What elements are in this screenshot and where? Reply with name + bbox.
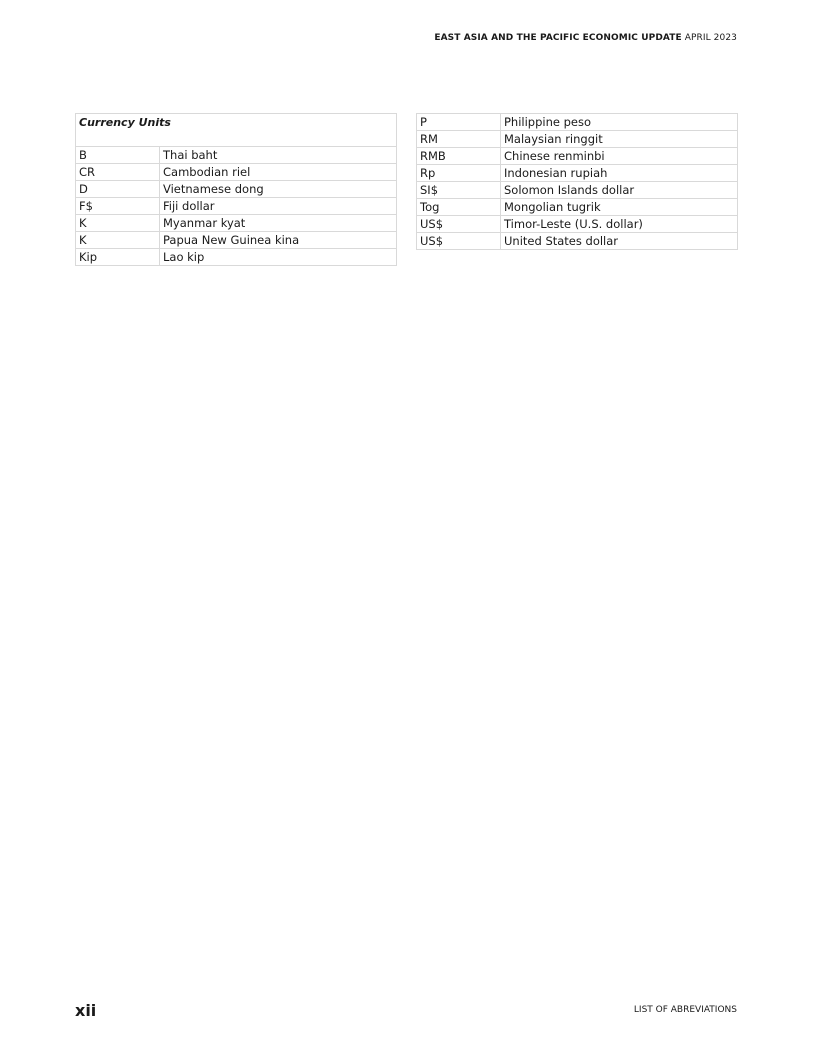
table-row (76, 198, 397, 215)
currency-abbreviation: D (76, 181, 160, 198)
page-number: xii (75, 1001, 97, 1020)
table-row (417, 233, 738, 250)
section-footer: LIST OF ABREVIATIONS (633, 1005, 737, 1015)
table-row (76, 181, 397, 198)
currency-name: Papua New Guinea kina (160, 232, 397, 249)
table-row (417, 131, 738, 148)
currency-name: Myanmar kyat (160, 215, 397, 232)
table-row (417, 199, 738, 216)
currency-name: Timor-Leste (U.S. dollar) (501, 216, 738, 233)
table-row (76, 232, 397, 249)
currency-name: Indonesian rupiah (501, 165, 738, 182)
currency-abbreviation: P (417, 114, 501, 131)
table-title-row (76, 114, 397, 147)
report-title: EAST ASIA AND THE PACIFIC ECONOMIC UPDATE (434, 33, 682, 43)
currency-abbreviation: K (76, 215, 160, 232)
currency-name: Chinese renminbi (501, 148, 738, 165)
report-date: APRIL 2023 (684, 33, 737, 43)
table-row (417, 148, 738, 165)
table-row (76, 164, 397, 181)
currency-abbreviation: F$ (76, 198, 160, 215)
table-row (417, 216, 738, 233)
currency-abbreviation: B (76, 147, 160, 164)
currency-name: Cambodian riel (160, 164, 397, 181)
table-row (417, 182, 738, 199)
currency-abbreviation: US$ (417, 233, 501, 250)
currency-abbreviation: K (76, 232, 160, 249)
currency-units-table-right (416, 113, 738, 250)
currency-name: Lao kip (160, 249, 397, 266)
currency-abbreviation: Tog (417, 199, 501, 216)
table-row (417, 114, 738, 131)
currency-units-table-left (75, 113, 397, 266)
currency-name: Thai baht (160, 147, 397, 164)
table-row (76, 147, 397, 164)
table-row (76, 249, 397, 266)
table-row (76, 215, 397, 232)
currency-abbreviation: RMB (417, 148, 501, 165)
currency-units-title: Currency Units (76, 114, 397, 147)
currency-abbreviation: Kip (76, 249, 160, 266)
currency-name: Fiji dollar (160, 198, 397, 215)
currency-abbreviation: CR (76, 164, 160, 181)
currency-abbreviation: SI$ (417, 182, 501, 199)
currency-name: Malaysian ringgit (501, 131, 738, 148)
currency-name: Vietnamese dong (160, 181, 397, 198)
currency-abbreviation: US$ (417, 216, 501, 233)
currency-abbreviation: Rp (417, 165, 501, 182)
currency-name: Mongolian tugrik (501, 199, 738, 216)
currency-name: Solomon Islands dollar (501, 182, 738, 199)
currency-name: United States dollar (501, 233, 738, 250)
table-row (417, 165, 738, 182)
currency-name: Philippine peso (501, 114, 738, 131)
running-header (434, 33, 737, 43)
currency-abbreviation: RM (417, 131, 501, 148)
